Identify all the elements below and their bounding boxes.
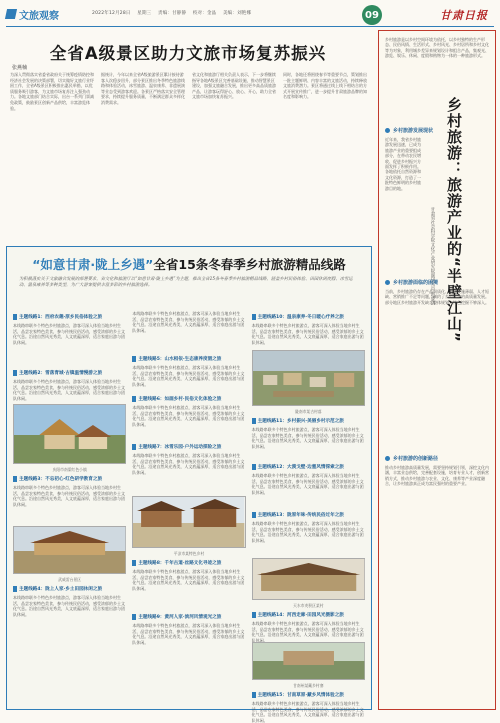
ancient-town-photo-image — [253, 559, 364, 599]
header-meta — [92, 10, 256, 16]
main-headline: 全省A级景区助力文旅市场复苏振兴 — [49, 44, 327, 63]
route-heading: 主题线路7：冰雪乐园·户外运动探险之旅 — [132, 443, 245, 451]
route-heading: 主题线路10：温泉康养·冬日暖心疗养之旅 — [252, 313, 365, 321]
route-marker-icon — [252, 692, 256, 698]
feature-column — [132, 311, 245, 705]
route-marker-icon — [132, 396, 136, 402]
photo-caption: 平凉市某特色乡村 — [173, 551, 205, 556]
route-marker-icon — [132, 614, 136, 620]
route-heading: 主题线路12：大漠戈壁·边塞风情探索之旅 — [252, 463, 365, 471]
route-text: 本线路串联多个特色乡村旅游点，游客可深入体验当地乡村生活，品尝农家特色美食，参与传统民俗活动，感受浓郁的乡土文化气息。沿途自然风光秀美，人文底蕴深厚，适合家庭出游与团队休闲。 — [132, 569, 245, 591]
feature-box — [6, 246, 372, 723]
article-column: 同时，各地还将围绕春节等重要节点，策划推出一批主题鲜明、内容丰富的文旅活动，持续释放文旅消费潜力。景区将通过线上线下相结合的方式开展宣传推广，进一步提升甘肃旅游品牌的知名度和影响力。 — [283, 72, 367, 100]
page-number: 09 — [362, 5, 382, 25]
issue-weekday: 星期三 — [137, 11, 152, 16]
main-article-body — [10, 72, 368, 244]
route-heading: 主题线路9：黄河人家·滨河风情观光之旅 — [132, 613, 245, 621]
route-text: 本线路串联多个特色乡村旅游点，游客可深入体验当地乡村生活，品尝农家特色美食，参与传统民俗活动，感受浓郁的乡土文化气息。沿途自然风光秀美，人文底蕴深厚，适合家庭出游与团队休闲。 — [132, 623, 245, 645]
route-marker-icon — [252, 612, 256, 618]
route-text: 本线路串联多个特色乡村旅游点，游客可深入体验当地乡村生活，品尝农家特色美食，参与传统民俗活动，感受浓郁的乡土文化气息。沿途自然风光秀美，人文底蕴深厚，适合家庭出游与团队休闲。 — [13, 595, 125, 617]
route-text: 本线路串联多个特色乡村旅游点，游客可深入体验当地乡村生活，品尝农家特色美食，参与传统民俗活动，感受浓郁的乡土文化气息。沿途自然风光秀美，人文底蕴深厚，适合家庭出游与团队休闲。 — [132, 405, 245, 427]
feature-title — [7, 255, 371, 273]
route-heading: 主题线路1：西府农趣·原乡民俗体验之旅 — [13, 313, 126, 321]
feature-photo — [252, 642, 365, 680]
scenic-photo-image — [14, 527, 125, 573]
feature-photo — [252, 350, 365, 406]
feature-columns — [13, 311, 365, 723]
sidebar-title: 乡村旅游：旅游产业的“半壁江山” — [445, 97, 463, 343]
check-credit: 校对：金晶 — [192, 11, 217, 16]
photo-caption: 天水市麦积区某村 — [293, 603, 324, 608]
route-marker-icon — [132, 356, 136, 362]
editor-credit: 责编：甘静静 — [158, 11, 187, 16]
route-text: 本线路串联多个特色乡村旅游点，游客可深入体验当地乡村生活，品尝农家特色美食，参与传统民俗活动，感受浓郁的乡土文化气息。沿途自然风光秀美，人文底蕴深厚，适合家庭出游与团队休闲。 — [132, 311, 245, 333]
route-marker-icon — [252, 512, 256, 518]
route-marker-icon — [13, 586, 17, 592]
route-marker-icon — [13, 370, 17, 376]
route-heading: 主题线路4：陇上人家·乡土田园休闲之旅 — [13, 585, 126, 593]
sidebar-subhead: 乡村旅游发展现状 — [385, 127, 433, 134]
feature-photo — [132, 496, 245, 548]
photo-caption: 甘南州某藏乡村寨 — [293, 683, 324, 688]
route-text: 本线路串联多个特色乡村旅游点，游客可深入体验当地乡村生活，品尝农家特色美食，参与传统民俗活动，感受浓郁的乡土文化气息。沿途自然风光秀美，人文底蕴深厚，适合家庭出游与团队休闲。 — [13, 485, 125, 507]
route-heading: 主题线路13：陇原年味·传统民俗过年之旅 — [252, 511, 365, 519]
courtyard-photo-image — [133, 497, 244, 547]
route-marker-icon — [13, 314, 17, 320]
sidebar-author: 甘肃省社会科学院文化产业研究院副研究员 赵梦鸽 — [430, 207, 435, 306]
feature-photo — [13, 404, 126, 464]
sidebar-paragraph: 近年来，我省乡村旅游发展迅速，已成为旅游产业的重要组成部分，在带动农民增收、促进乡村振兴方面发挥了积极作用。各地依托自然资源和文化资源，打造了一批特色鲜明的乡村旅游目的地。 — [385, 137, 421, 191]
feature-column — [251, 311, 365, 723]
village-photo-image — [14, 405, 125, 463]
route-text: 本线路串联多个特色乡村旅游点，游客可深入体验当地乡村生活，品尝农家特色美食，参与传统民俗活动，感受浓郁的乡土文化气息。沿途自然风光秀美，人文底蕴深厚，适合家庭出游与团队休闲。 — [132, 365, 245, 387]
route-text: 本线路串联多个特色乡村旅游点，游客可深入体验当地乡村生活，品尝农家特色美食，参与传统民俗活动，感受浓郁的乡土文化气息。沿途自然风光秀美，人文底蕴深厚，适合家庭出游与团队休闲。 — [251, 427, 364, 449]
route-marker-icon — [132, 560, 136, 566]
design-credit: 美编：刘艳娜 — [222, 11, 252, 16]
route-text: 本线路串联多个特色乡村旅游点，游客可深入体验当地乡村生活，品尝农家特色美食，参与传统民俗活动，感受浓郁的乡土文化气息。沿途自然风光秀美，人文底蕴深厚，适合家庭出游与团队休闲。 — [251, 621, 364, 643]
route-text: 本线路串联多个特色乡村旅游点，游客可深入体验当地乡村生活，品尝农家特色美食，参与传统民俗活动，感受浓郁的乡土文化气息。沿途自然风光秀美，人文底蕴深厚，适合家庭出游与团队休闲。 — [13, 323, 125, 345]
feature-title-quote: “如意甘肃·陇上乡遇” — [32, 257, 154, 272]
field-photo-image — [253, 643, 364, 679]
village-aerial-photo-image — [253, 351, 364, 405]
subhead-marker-icon — [385, 280, 390, 285]
paper-logo: 甘肃日报 — [440, 9, 488, 22]
route-heading: 主题线路6：如画乡村·民俗文化体验之旅 — [132, 395, 245, 403]
sidebar-subhead: 乡村旅游的创新路径 — [385, 455, 438, 462]
main-byline: 张燕楠 — [12, 65, 28, 71]
page-header — [6, 4, 494, 26]
sidebar-subhead: 乡村旅游面临的困境 — [385, 279, 438, 286]
sidebar-article — [378, 30, 496, 710]
photo-caption: 陇南市某古村落 — [295, 409, 322, 414]
route-heading: 主题线路11：乡村振兴·美丽乡村示范之旅 — [252, 417, 365, 425]
issue-date: 2022年12月28日 — [92, 11, 131, 16]
route-text: 本线路串联多个特色乡村旅游点，游客可深入体验当地乡村生活，品尝农家特色美食，参与传统民俗活动，感受浓郁的乡土文化气息。沿途自然风光秀美，人文底蕴深厚，适合家庭出游与团队休闲。 — [132, 453, 245, 475]
header-divider — [6, 26, 494, 27]
route-marker-icon — [252, 418, 256, 424]
route-heading: 主题线路3：不忘初心·红色研学教育之旅 — [13, 475, 126, 483]
route-text: 本线路串联多个特色乡村旅游点，游客可深入体验当地乡村生活，品尝农家特色美食，参与传统民俗活动，感受浓郁的乡土文化气息。沿途自然风光秀美，人文底蕴深厚，适合家庭出游与团队休闲。 — [13, 379, 125, 401]
sidebar-paragraph: 当前，乡村旅游仍存在产品同质化、基础设施薄弱、人才短缺、营销推广不足等问题，制约了乡村旅游的高质量发展。部分地区乡村旅游开发缺乏整体规划，特色挖掘不够深入。 — [385, 289, 489, 305]
route-marker-icon — [252, 464, 256, 470]
article-column: 省文化和旅游厅相关负责人表示，下一步将继续指导各地A级景区完善基础设施，推动智慧景区建设，加强文旅融合发展，推出更多高品质旅游产品，让游客玩得舒心、放心、开心，助力全省文旅市场加快复苏振兴。 — [192, 72, 276, 100]
sidebar-paragraph: 乡村旅游是以乡村空间环境为依托，以乡村独特的生产形态、民俗风情、生活形式、乡村风光、乡村居所和乡村文化等为对象，利用城乡差异来规划设计和组合产品，集观光、游览、娱乐、休闲、度假和购物为一体的一种旅游形式。 — [385, 37, 489, 59]
article-column: 据统计，今年以来全省A级旅游景区累计接待游客人次稳步回升，部分景区推出冬季特色旅游线路和体验活动，冰雪旅游、温泉康养、非遗展演等业态受到游客欢迎。各景区严格落实安全管理要求，持续提升服务质量，不断满足群众多样化消费需求。 — [101, 72, 185, 105]
feature-column — [13, 311, 126, 705]
subhead-marker-icon — [385, 456, 390, 461]
subhead-marker-icon — [385, 128, 390, 133]
photo-caption: 武威雷台景区 — [58, 577, 82, 582]
route-heading: 主题线路5：山水相依·生态康养度假之旅 — [132, 355, 245, 363]
route-heading: 主题线路2：雪落青城·古镇温情慢游之旅 — [13, 369, 126, 377]
route-text: 本线路串联多个特色乡村旅游点，游客可深入体验当地乡村生活，品尝农家特色美食，参与传统民俗活动，感受浓郁的乡土文化气息。沿途自然风光秀美，人文底蕴深厚，适合家庭出游与团队休闲。 — [251, 701, 364, 723]
article-column: 为深入贯彻落实省委省政府关于统筹疫情防控和经济社会发展的决策部署，切实做好文旅行业纾困工作，全省A级景区积极推出惠民举措，以优质服务吸引游客，为文旅市场复苏注入强劲动力。各地文旅部门结合实际，出台一系列门票减免政策，鼓励景区创新产品供给，丰富游览体验。 — [10, 72, 94, 111]
section-label — [6, 6, 59, 22]
section-name: 文旅观察 — [19, 10, 59, 22]
sidebar-paragraph: 推动乡村旅游高质量发展，需要坚持规划引领，深挖文化内涵，丰富业态供给，完善配套设施，培育专业人才，创新营销方式，推动乡村旅游与农业、文化、康养等产业深度融合，让乡村旅游真正成为富民强村的重要产业。 — [385, 465, 489, 487]
route-text: 本线路串联多个特色乡村旅游点，游客可深入体验当地乡村生活，品尝农家特色美食，参与传统民俗活动，感受浓郁的乡土文化气息。沿途自然风光秀美，人文底蕴深厚，适合家庭出游与团队休闲。 — [251, 521, 364, 543]
feature-title-rest: 全省15条冬春季乡村旅游精品线路 — [153, 257, 346, 272]
route-marker-icon — [252, 314, 256, 320]
feature-intro: 为积极落实关于文旅融合发展的部署要求，省文化和旅游厅以“如意甘肃·陇上乡遇”为主题，推出全省15条冬春季乡村旅游精品线路，涵盖乡村民俗体验、田园休闲度假、冰雪运动、温泉康养等多种类型，为广大游客提供丰富多彩的乡村旅游选择。 — [19, 277, 353, 288]
route-heading: 主题线路15：甘南草原·藏乡风情体验之旅 — [252, 691, 365, 699]
feature-photo — [252, 558, 365, 600]
photo-caption: 庆阳市南梁红色小镇 — [52, 467, 87, 472]
route-heading: 主题线路8：千年古道·丝路文化寻迹之旅 — [132, 559, 245, 567]
feature-photo — [13, 526, 126, 574]
route-text: 本线路串联多个特色乡村旅游点，游客可深入体验当地乡村生活，品尝农家特色美食，参与传统民俗活动，感受浓郁的乡土文化气息。沿途自然风光秀美，人文底蕴深厚，适合家庭出游与团队休闲。 — [251, 323, 364, 345]
route-marker-icon — [132, 444, 136, 450]
route-text: 本线路串联多个特色乡村旅游点，游客可深入体验当地乡村生活，品尝农家特色美食，参与传统民俗活动，感受浓郁的乡土文化气息。沿途自然风光秀美，人文底蕴深厚，适合家庭出游与团队休闲。 — [251, 473, 364, 495]
route-heading: 主题线路14：河西走廊·田园风光摄影之旅 — [252, 611, 365, 619]
section-marker-icon — [5, 9, 17, 19]
route-marker-icon — [13, 476, 17, 482]
